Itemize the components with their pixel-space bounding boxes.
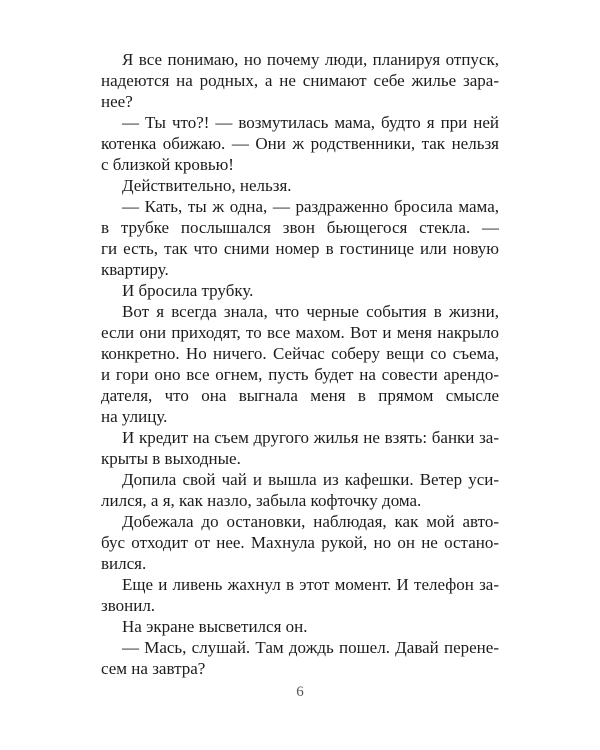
text-line: сем на завтра? <box>101 659 206 678</box>
text-line: звонил. <box>101 596 156 615</box>
text-line: если они приходят, то все махом. Вот и меня накрыло <box>101 323 499 342</box>
page-number: 6 <box>296 684 304 700</box>
text-line: котенка обижаю. — Они ж родственники, так нельзя <box>101 134 499 153</box>
text-line: — Ты что?! — возмутилась мама, будто я при ней <box>122 113 499 132</box>
text-line: нее? <box>101 92 133 111</box>
text-line: крыты в выходные. <box>101 449 241 468</box>
text-line: — Кать, ты ж одна, — раздраженно бросила мама, <box>122 197 499 216</box>
text-line: и гори оно все огнем, пусть будет на совести арендо- <box>101 365 499 384</box>
text-line: дателя, что она выгнала меня в прямом смысле <box>101 386 499 405</box>
text-line: квартиру. <box>101 260 169 279</box>
text-line: в трубке послышался звон бьющегося стекла. — <box>101 218 499 237</box>
text-line: Еще и ливень жахнул в этот момент. И телефон за- <box>122 575 499 594</box>
text-line: И бросила трубку. <box>122 281 254 300</box>
text-line: Я все понимаю, но почему люди, планируя отпуск, <box>122 50 499 69</box>
text-line: На экране высветился он. <box>122 617 308 636</box>
text-line: — Мась, слушай. Там дождь пошел. Давай перене- <box>122 638 499 657</box>
text-line: ги есть, так что сними номер в гостинице или новую <box>101 239 499 258</box>
text-line: конкретно. Но ничего. Сейчас соберу вещи со съема, <box>101 344 499 363</box>
text-line: И кредит на съем другого жилья не взять: банки за- <box>122 428 499 447</box>
text-line: на улицу. <box>101 407 168 426</box>
text-line: Допила свой чай и вышла из кафешки. Ветер уси- <box>122 470 499 489</box>
text-line: Вот я всегда знала, что черные события в жизни, <box>122 302 499 321</box>
text-line: вился. <box>101 554 147 573</box>
text-line: надеются на родных, а не снимают себе жилье зара- <box>101 71 499 90</box>
text-line: лился, а я, как назло, забыла кофточку дома. <box>101 491 422 510</box>
text-line: с близкой кровью! <box>101 155 234 174</box>
page-body-text <box>101 49 499 679</box>
text-line: Действительно, нельзя. <box>122 176 292 195</box>
text-line: Добежала до остановки, наблюдая, как мой авто- <box>122 512 499 531</box>
text-line: бус отходит от нее. Махнула рукой, но он не остано- <box>101 533 499 552</box>
